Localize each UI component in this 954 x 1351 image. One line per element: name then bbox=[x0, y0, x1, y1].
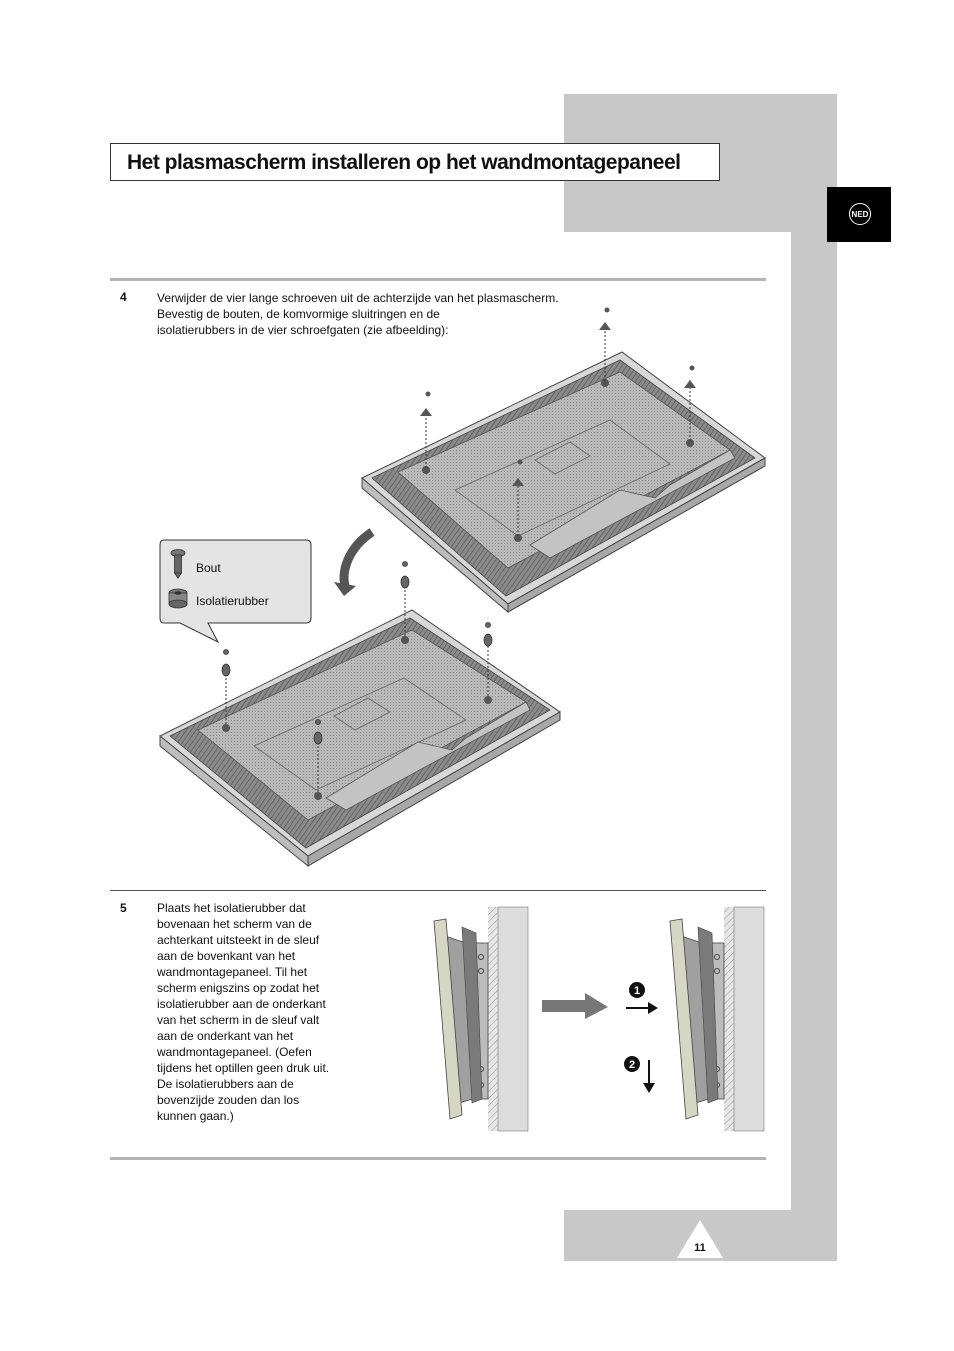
wall-left bbox=[488, 907, 528, 1131]
step-5-text bbox=[157, 900, 352, 1124]
step-5-line: bovenzijde zouden dan los bbox=[157, 1093, 300, 1107]
step-4-line: Bevestig de bouten, de komvormige sluitringen en de bbox=[157, 307, 440, 321]
page-number-wrap bbox=[675, 1218, 725, 1260]
step-5-line: achterkant uitsteekt in de sleuf bbox=[157, 933, 320, 947]
step-5-line: Plaats het isolatierubber dat bbox=[157, 901, 306, 915]
screen-right bbox=[670, 919, 718, 1119]
marker-1 bbox=[629, 982, 645, 998]
wall-right bbox=[724, 907, 764, 1131]
page-title: Het plasmascherm installeren op het wandmontagepaneel bbox=[127, 151, 681, 174]
step-5-line: De isolatierubbers aan de bbox=[157, 1077, 294, 1091]
language-badge: NED bbox=[849, 203, 871, 225]
step-5-line: kunnen gaan.) bbox=[157, 1109, 234, 1123]
step-5-line: wandmontagepaneel. Til het bbox=[157, 965, 308, 979]
language-tab bbox=[827, 187, 891, 242]
step-4-number: 4 bbox=[120, 290, 127, 304]
transition-arrow bbox=[542, 993, 608, 1019]
step-5-line: bovenaan het scherm van de bbox=[157, 917, 312, 931]
rotate-arrowhead bbox=[334, 582, 356, 596]
svg-text:2: 2 bbox=[628, 1059, 636, 1071]
step-4-line: Verwijder de vier lange schroeven uit de achterzijde van het plasmascherm. bbox=[157, 291, 559, 305]
panel-lower bbox=[160, 610, 560, 866]
step-5-line: wandmontagepaneel. (Oefen bbox=[157, 1045, 312, 1059]
callout-bubble bbox=[158, 538, 314, 644]
page-number: 11 bbox=[694, 1242, 706, 1254]
marker-2 bbox=[624, 1056, 640, 1072]
step-5-illustration bbox=[420, 905, 766, 1133]
svg-text:1: 1 bbox=[633, 985, 641, 997]
side-band bbox=[791, 94, 837, 1261]
step-5-line: van het scherm in de sleuf valt bbox=[157, 1013, 320, 1027]
step-5-line: aan de bovenkant van het bbox=[157, 949, 296, 963]
step-5-line: isolatierubber aan de onderkant bbox=[157, 997, 326, 1011]
screen-left bbox=[434, 919, 482, 1119]
callout-rubber-label: Isolatierubber bbox=[196, 594, 269, 608]
step-5-line: tijdens het optillen geen druk uit. bbox=[157, 1061, 330, 1075]
callout-bolt-label: Bout bbox=[196, 561, 221, 575]
page-title-box bbox=[110, 143, 720, 181]
section-rule-bottom bbox=[110, 1157, 766, 1160]
rubber-icon bbox=[169, 589, 187, 608]
panel-upper bbox=[362, 352, 765, 612]
arrow-right-icon bbox=[626, 1002, 658, 1014]
rotate-arrow bbox=[344, 532, 372, 590]
section-divider bbox=[110, 890, 766, 891]
section-rule-top bbox=[110, 278, 766, 281]
step-4-line: isolatierubbers in de vier schroefgaten (zie afbeelding): bbox=[157, 323, 449, 337]
step-5-number: 5 bbox=[120, 901, 127, 915]
step-5-line: aan de onderkant van het bbox=[157, 1029, 294, 1043]
arrow-down-icon bbox=[643, 1060, 655, 1093]
step-5-line: scherm enigszins op zodat het bbox=[157, 981, 320, 995]
